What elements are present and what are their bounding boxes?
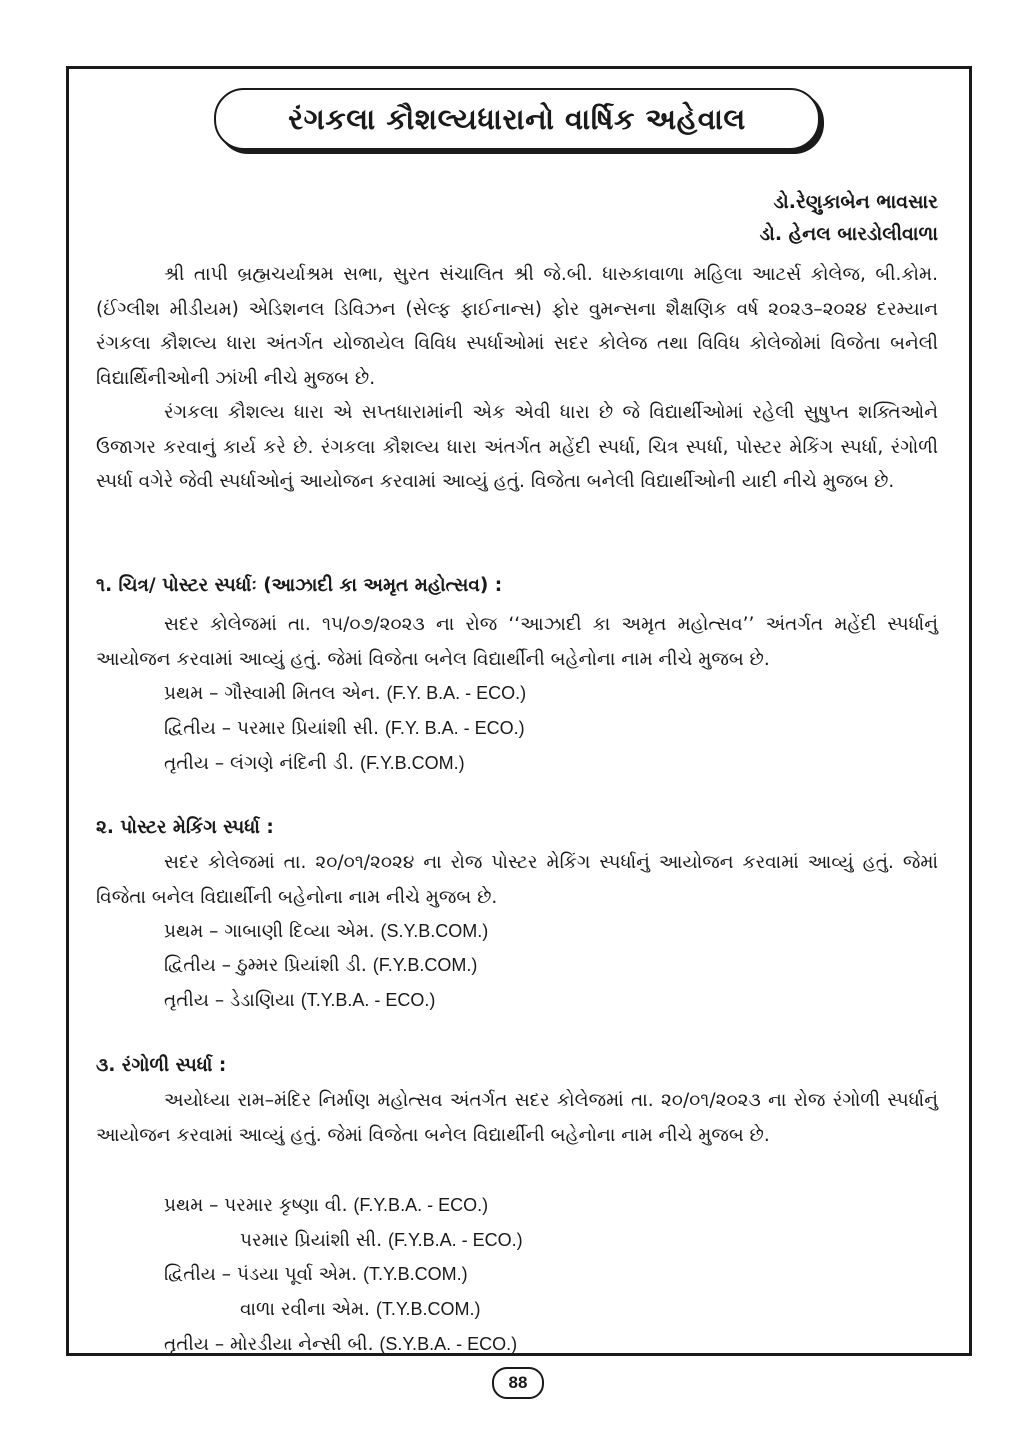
section-3-winner-3: [164, 1264, 468, 1285]
section-3-heading: ૩. રંગોળી સ્પર્ધા :: [96, 1055, 227, 1076]
winner-class: (F.Y.B.A. - ECO.): [353, 1195, 489, 1215]
winner-class: (F.Y. B.A. - ECO.): [384, 718, 525, 738]
winner-name: વાળા રવીના એમ.: [240, 1299, 370, 1320]
section-3-winner-5: [164, 1334, 517, 1355]
winner-name: તૃતીય – લંગણે નંદિની ડી.: [164, 753, 355, 774]
winner-name: પ્રથમ – ગાબાણી દિવ્યા એમ.: [164, 921, 375, 942]
page-title: રંગકલા કૌશલ્યધારાનો વાર્ષિક અહેવાલ: [288, 101, 746, 136]
winner-class: (T.Y.B.A. - ECO.): [300, 990, 436, 1010]
winner-class: (S.Y.B.A. - ECO.): [379, 1334, 518, 1354]
authors: [760, 186, 938, 250]
section-1-heading: ૧. ચિત્ર/ પોસ્ટર સ્પર્ધાઃ (આઝાદી કા અમૃત મહોત્સવ) :: [96, 575, 503, 596]
winner-name: દ્વિતીય – પંડયા પૂર્વા એમ.: [164, 1264, 358, 1285]
winner-name: પ્રથમ – પરમાર કૃષ્ણા વી.: [164, 1195, 348, 1216]
section-2-text: સદર કોલેજમાં તા. ૨૦/૦૧/૨૦૨૪ ના રોજ પોસ્ટર મેકિંગ સ્પર્ધાનું આયોજન કરવામાં આવ્યું હતું. જેમાં વિજેતા બનેલ વિદ્યાર્થીની બહેનોના નામ નીચે મુજબ છે.: [96, 852, 938, 908]
section-2-winner-1: [164, 921, 488, 942]
winner-name: તૃતીય – મોરડીયા નેન્સી બી.: [164, 1334, 374, 1355]
winner-class: (F.Y.B.COM.): [372, 955, 478, 975]
section-2-winner-3: [164, 990, 435, 1011]
winner-class: (F.Y.B.A. - ECO.): [387, 1230, 523, 1250]
section-2-winner-2: [164, 955, 477, 976]
winner-name: પરમાર પ્રિયાંશી સી.: [240, 1230, 383, 1251]
section-3-winner-1: [164, 1195, 488, 1216]
section-2-heading: ૨. પોસ્ટર મેકિંગ સ્પર્ધા :: [96, 817, 274, 838]
section-3-winner-4: [240, 1299, 481, 1320]
section-1-winner-2: [164, 718, 525, 739]
title-banner: [214, 88, 820, 150]
winner-class: (F.Y. B.A. - ECO.): [386, 683, 527, 703]
winner-name: પ્રથમ – ગૌસ્વામી મિતલ એન.: [164, 683, 381, 704]
author-1: ડો.રેણુકાબેન ભાવસાર: [773, 191, 938, 213]
winner-name: દ્વિતીય – પરમાર પ્રિયાંશી સી.: [164, 718, 380, 739]
winner-class: (S.Y.B.COM.): [380, 921, 489, 941]
intro-paragraph-2: રંગકલા કૌશલ્ય ધારા એ સપ્તધારામાંની એક એવી ધારા છે જે વિદ્યાર્થીઓમાં રહેલી સુષુપ્ત શક્તિઓને ઉજાગર કરવાનું કાર્ય કરે છે. રંગકલા કૌશલ્ય ધારા અંતર્ગત મહેંદી સ્પર્ધા, ચિત્ર સ્પર્ધા, પોસ્ટર મેકિંગ સ્પર્ધા, રંગોળી સ્પર્ધા વગેરે જેવી સ્પર્ધાઓનું આયોજન કરવામાં આવ્યું હતું. વિજેતા બનેલી વિદ્યાર્થીઓની યાદી નીચે મુજબ છે.: [96, 402, 938, 492]
winner-class: (F.Y.B.COM.): [359, 753, 465, 773]
section-1-winner-1: [164, 683, 526, 704]
section-1-text: સદર કોલેજમાં તા. ૧૫/૦૭/૨૦૨૩ ના રોજ ‘‘આઝાદી કા અમૃત મહોત્સવ’’ અંતર્ગત મહેંદી સ્પર્ધાનું આયોજન કરવામાં આવ્યું હતું. જેમાં વિજેતા બનેલ વિદ્યાર્થીની બહેનોના નામ નીચે મુજબ છે.: [96, 614, 938, 670]
winner-class: (T.Y.B.COM.): [362, 1264, 468, 1284]
section-3-winner-2: [240, 1230, 523, 1251]
winner-name: તૃતીય – ડેડાણિયા: [164, 990, 295, 1011]
winner-name: દ્વિતીય – ઠુમ્મર પ્રિયાંશી ડી.: [164, 955, 367, 976]
section-3-text: અયોધ્યા રામ–મંદિર નિર્માણ મહોત્સવ અંતર્ગત સદર કોલેજમાં તા. ૨૦/૦૧/૨૦૨૩ ના રોજ રંગોળી સ્પર્ધાનું આયોજન કરવામાં આવ્યું હતું. જેમાં વિજેતા બનેલ વિદ્યાર્થીની બહેનોના નામ નીચે મુજબ છે.: [96, 1090, 938, 1146]
intro-paragraph-1: શ્રી તાપી બ્રહ્મચર્યાશ્રમ સભા, સુરત સંચાલિત શ્રી જે.બી. ધારુકાવાળા મહિલા આટર્સ કોલેજ, બી.કોમ. (ઈંગ્લીશ મીડીયમ) એડિશનલ ડિવિઝન (સેલ્ફ ફાઈનાન્સ) ફોર વુમન્સના શૈક્ષણિક વર્ષ ૨૦૨૩–૨૦૨૪ દરમ્યાન રંગકલા કૌશલ્ય ધારા અંતર્ગત યોજાયેલ વિવિધ સ્પર્ધાઓમાં સદર કોલેજ તથા વિવિધ કોલેજોમાં વિજેતા બનેલી વિદ્યાર્થિનીઓની ઝાંખી નીચે મુજબ છે.: [96, 264, 938, 389]
author-2: ડો. હેનલ બારડોલીવાળા: [759, 223, 938, 245]
section-1-winner-3: [164, 753, 465, 774]
winner-class: (T.Y.B.COM.): [375, 1299, 481, 1319]
page-number: 88: [492, 1367, 544, 1399]
